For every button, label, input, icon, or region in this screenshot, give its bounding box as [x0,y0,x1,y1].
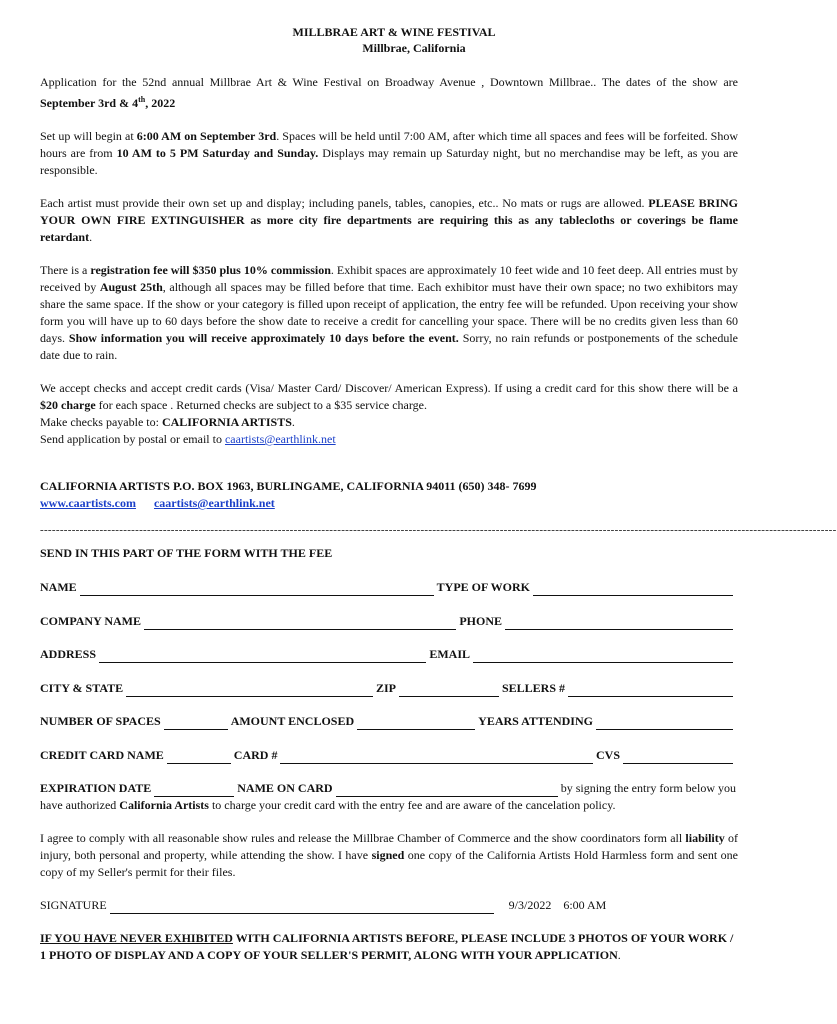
form-row-name: NAME TYPE OF WORK [40,579,736,596]
city-state-field[interactable] [126,684,373,697]
expiration-date-field[interactable] [154,784,234,797]
fees-paragraph: There is a registration fee will $350 plus 10% commission. Exhibit spaces are approximately 10 feet wide and 10 feet deep. All entries must by received by August 25th, although all spaces may be filled before that time. Each exhibitor must have their own space; no two exhibitors may share the same space. If the show or your category is filled upon receipt of application, the entry fee will be refunded. Upon receiving your show form you will have up to 60 days before the show date to receive a credit for cancelling your space. There will be no credits given less than 60 days. Show information you will receive approximately 10 days before the event. Sorry, no rain refunds or postponements of the schedule date due to rain. [40,263,738,362]
zip-field[interactable] [399,684,499,697]
company-name-field[interactable] [144,617,456,630]
number-of-spaces-field[interactable] [164,717,228,730]
authorization-text: have authorized California Artists to charge your credit card with the entry fee and are aware of the cancelation policy. [40,798,616,812]
first-time-exhibitor-note: IF YOU HAVE NEVER EXHIBITED WITH CALIFORNIA ARTISTS BEFORE, PLEASE INCLUDE 3 PHOTOS OF YOUR WORK / 1 PHOTO OF DISPLAY AND A COPY OF YOUR SELLER'S PERMIT, ALONG WITH YOUR APPLICATION. [40,931,734,962]
signature-time: 6:00 AM [563,898,607,912]
form-row-spaces: NUMBER OF SPACES AMOUNT ENCLOSED YEARS ATTENDING [40,713,736,730]
years-attending-field[interactable] [596,717,733,730]
display-paragraph: Each artist must provide their own set up and display; including panels, tables, canopies, etc.. No mats or rugs are allowed. PLEASE BRING YOUR OWN FIRE EXTINGUISHER as more city fire departments are requiring this as any tablecloths or coverings be flame retardant. [40,196,738,244]
form-row-address: ADDRESS EMAIL [40,646,736,663]
email-link[interactable]: caartists@earthlink.net [224,432,336,446]
document-header [40,24,738,56]
contact-block [40,478,738,512]
festival-title: MILLBRAE ART & WINE FESTIVAL [292,25,496,39]
intro-paragraph: Application for the 52nd annual Millbrae Art & Wine Festival on Broadway Avenue , Downtown Millbrae.. The dates of the show are September 3rd & 4th, 2022 [40,75,738,110]
card-number-field[interactable] [280,751,593,764]
amount-enclosed-field[interactable] [357,717,475,730]
contact-address: CALIFORNIA ARTISTS P.O. BOX 1963, BURLINGAME, CALIFORNIA 94011 (650) 348- 7699 [40,479,537,493]
website-link[interactable]: www.caartists.com [40,496,136,510]
cvs-field[interactable] [623,751,733,764]
name-field[interactable] [80,583,434,596]
form-section-title: SEND IN THIS PART OF THE FORM WITH THE FEE [40,546,333,560]
name-on-card-field[interactable] [336,784,558,797]
sellers-number-field[interactable] [568,684,733,697]
signature-field[interactable] [110,901,494,914]
form-row-company: COMPANY NAME PHONE [40,613,736,630]
type-of-work-field[interactable] [533,583,733,596]
form-row-expiration: EXPIRATION DATE NAME ON CARD by signing the entry form below you [40,781,736,795]
phone-field[interactable] [505,617,733,630]
credit-card-name-field[interactable] [167,751,231,764]
agreement-paragraph: I agree to comply with all reasonable show rules and release the Millbrae Chamber of Commerce and the show coordinators form all liability of injury, both personal and property, while attending the show. I have signed one copy of the California Artists Hold Harmless form and sent one copy of my Seller's permit for their files. [40,831,739,879]
address-field[interactable] [99,650,426,663]
setup-paragraph: Set up will begin at 6:00 AM on September 3rd. Spaces will be held until 7:00 AM, after which time all spaces and fees will be forfeited. Show hours are from 10 AM to 5 PM Saturday and Sunday. Displays may remain up Saturday night, but no merchandise may be left, as you are responsible. [40,129,739,177]
expiration-block [40,780,738,814]
signature-date: 9/3/2022 [508,898,552,912]
cut-line: --------------------------------------------------------------------------------------------------------------------------------------------------------------------------------------------------------- [40,524,837,536]
show-dates: September 3rd & 4th, 2022 [40,95,176,110]
payment-paragraph: We accept checks and accept credit cards (Visa/ Master Card/ Discover/ American Express). If using a credit card for this show there will be a $20 charge for each space . Returned checks are subject to a $35 service charge. Make checks payable to: CALIFORNIA ARTISTS. Send application by postal or email to caartists@earthlink.net [40,381,738,446]
contact-email-link[interactable]: caartists@earthlink.net [153,496,275,510]
email-field[interactable] [473,650,733,663]
signature-row: SIGNATURE 9/3/2022 6:00 AM [40,898,607,912]
form-row-city: CITY & STATE ZIP SELLERS # [40,680,736,697]
form-row-card: CREDIT CARD NAME CARD # CVS [40,747,736,764]
festival-location: Millbrae, California [362,41,466,55]
